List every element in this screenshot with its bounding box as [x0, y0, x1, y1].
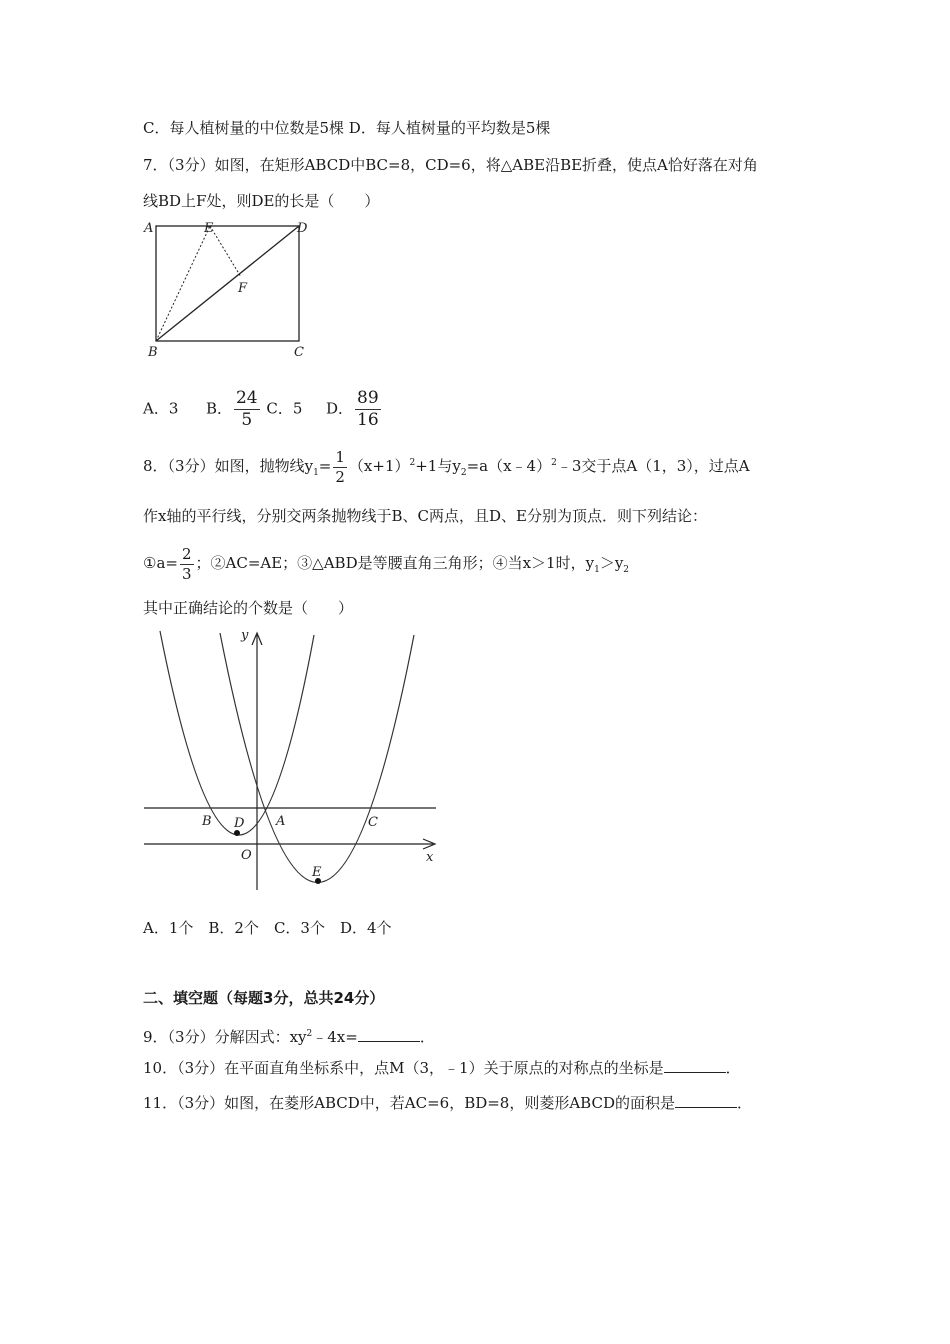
q8-question: 其中正确结论的个数是（ ）: [143, 599, 354, 617]
label-d: D: [297, 221, 308, 236]
label-x: x: [426, 850, 434, 865]
q10: 10．（3分）在平面直角坐标系中，点M（3，﹣1）关于原点的对称点的坐标是 ．: [143, 1059, 741, 1077]
fold-line-be: [156, 226, 210, 341]
q7-option-c: C．5: [266, 399, 303, 418]
parabola-y2: [220, 633, 414, 883]
q7-option-d-fraction: [355, 390, 381, 429]
q8-fraction-two-thirds: $\frac{2}{3}$: [181, 544, 192, 583]
q7-option-b-prefix: B．: [205, 399, 232, 418]
q8-options: A．1个 B．2个 C．3个 D．4个: [143, 919, 392, 937]
label-y: y: [241, 628, 249, 643]
label-c: C: [294, 345, 304, 360]
label-e: E: [204, 221, 214, 236]
fold-segment-ef: [210, 226, 241, 277]
q7-option-b-denominator: 5: [241, 410, 253, 430]
section2-title: 二、填空题（每题3分，总共24分）: [143, 989, 385, 1007]
q7-option-b-fraction: [234, 390, 260, 429]
label-f: F: [238, 281, 248, 296]
q7-option-d-prefix: D．: [326, 399, 354, 418]
label-b: B: [148, 345, 158, 360]
q8-conclusions: ①a= $\frac{2}{3}$ ；②AC=AE；③△ABD是等腰直角三角形；④当x＞1时，$y_1>y_2$: [143, 544, 630, 583]
label-e: E: [312, 865, 322, 880]
q8-fraction-half: $\frac{1}{2}$: [335, 447, 345, 486]
q7-options: [143, 390, 383, 429]
diagonal-bd: [156, 226, 299, 341]
q9: 9．（3分）分解因式：$xy^2﹣4x=$ ．: [143, 1028, 435, 1046]
q7-option-d-numerator: 89: [357, 388, 379, 408]
q7-stem-line1: 7．（3分）如图，在矩形ABCD中BC=8，CD=6，将△ABE沿BE折叠，使点A恰好落在对角: [143, 156, 758, 174]
q7-stem-line2: 线BD上F处，则DE的长是（ ）: [143, 192, 380, 210]
q7-rectangle-figure: [140, 216, 320, 362]
q8-stem-line2: 作x轴的平行线，分别交两条抛物线于B、C两点，且D、E分别为顶点．则下列结论：: [143, 507, 707, 525]
label-a: A: [276, 814, 286, 829]
q10-answer-blank[interactable]: [664, 1058, 726, 1073]
label-d: D: [234, 816, 245, 831]
q11: 11．（3分）如图，在菱形ABCD中，若AC=6，BD=8，则菱形ABCD的面积是 ．: [143, 1094, 753, 1112]
q8-parabola-figure: [140, 625, 450, 895]
q7-option-a: A．3: [143, 399, 179, 418]
label-o: O: [241, 848, 252, 863]
parabola-y1: [160, 631, 314, 835]
q11-answer-blank[interactable]: [675, 1093, 737, 1108]
q9-answer-blank[interactable]: [358, 1027, 420, 1042]
q8-stem-line1: 8．（3分）如图，抛物线$y_1=$ $\frac{1}{2}$ $(x+1)^2+1$与$y_2=a(x﹣4)^2﹣3$交于点A（1，3），过点A: [143, 447, 750, 486]
label-c: C: [368, 815, 378, 830]
q6-options-cd: C．每人植树量的中位数是5棵 D．每人植树量的平均数是5棵: [143, 119, 551, 137]
label-b: B: [202, 814, 212, 829]
q7-option-b-numerator: 24: [235, 388, 258, 408]
label-a: A: [144, 221, 154, 236]
q7-option-d-denominator: 16: [357, 410, 379, 430]
